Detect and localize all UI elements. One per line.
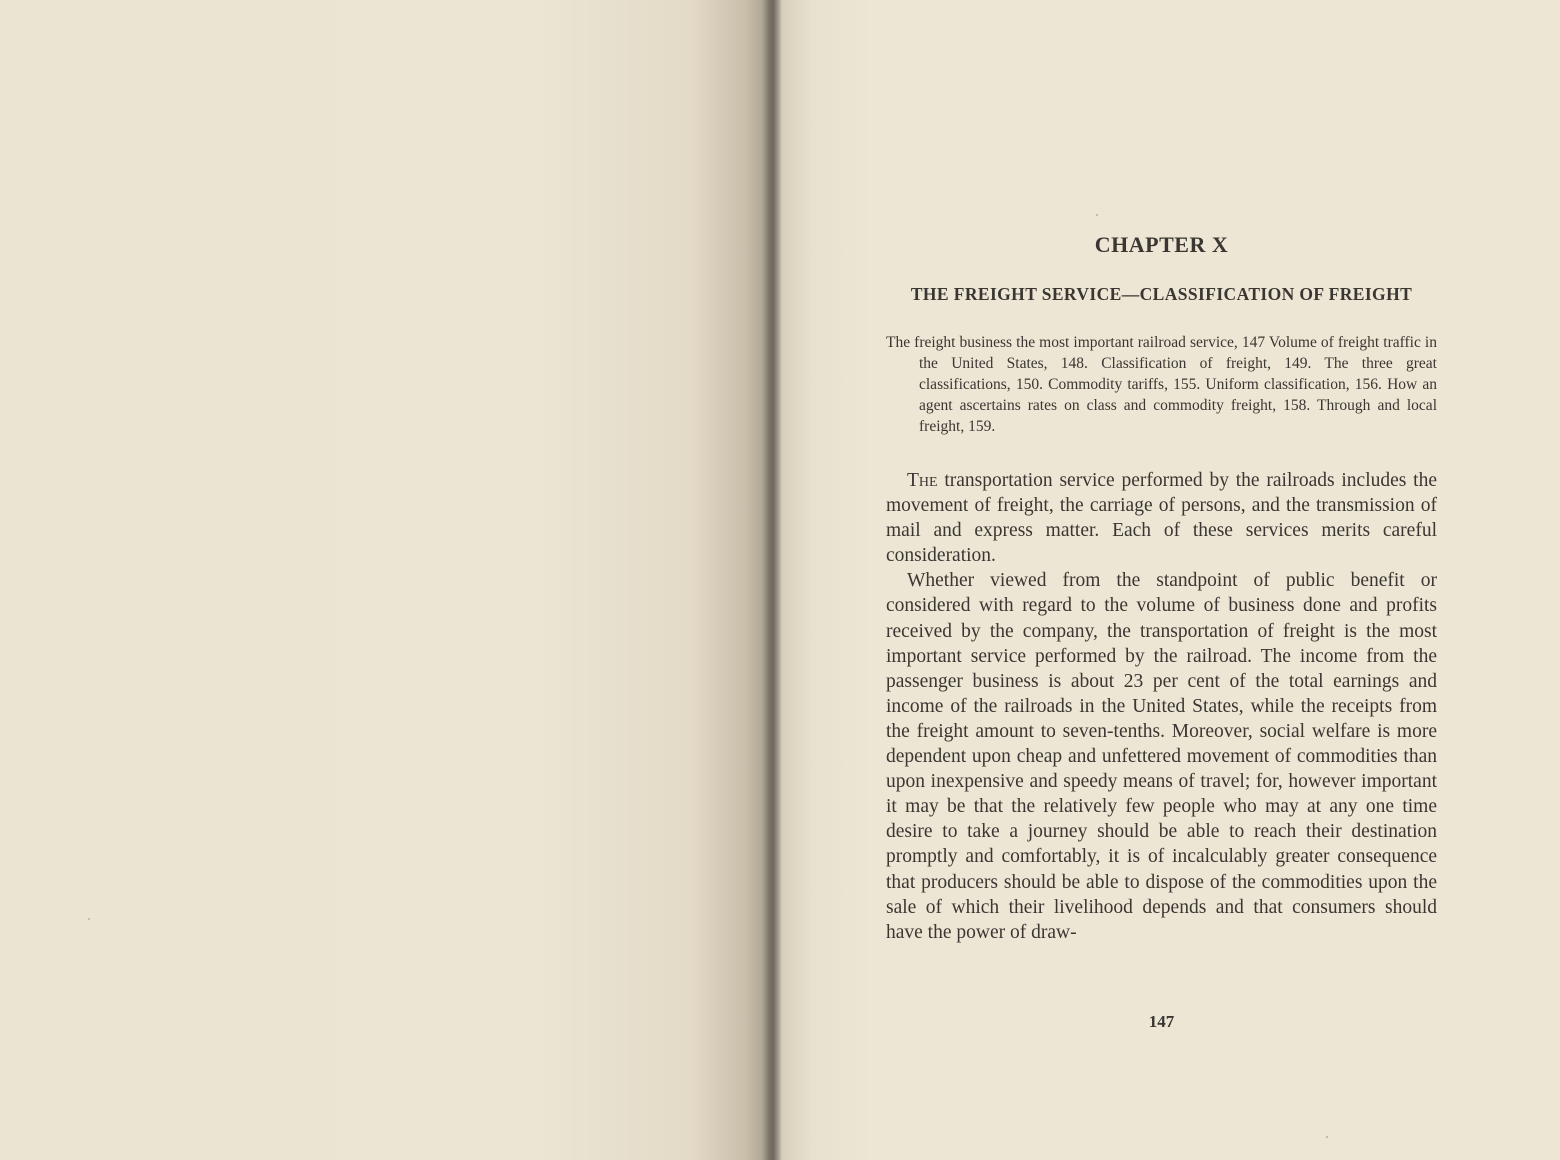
paragraph-lead-word: The bbox=[907, 470, 938, 491]
chapter-title: THE FREIGHT SERVICE—CLASSIFICATION OF FREIGHT bbox=[910, 284, 1413, 304]
paragraph-1 bbox=[886, 468, 1437, 568]
paragraph-text: transportation service performed by the railroads includes the movement of freight, the carriage of persons, and the transmission of mail and express matter. Each of these services merits careful consideration. bbox=[886, 470, 1437, 567]
body-text bbox=[886, 468, 1437, 945]
page-number: 147 bbox=[1148, 1012, 1175, 1031]
paper-speck bbox=[88, 918, 90, 920]
chapter-number: CHAPTER X bbox=[1094, 232, 1229, 257]
chapter-synopsis: The freight business the most important railroad service, 147 Volume of freight traffic in the United States, 148. Classification of freight, 149. The three great classifications, 150. Commodity tariffs, 155. Uniform classification, 156. How an agent ascertains rates on class and commodity freight, 158. Through and local freight, 159. bbox=[886, 334, 1437, 435]
chapter-content bbox=[886, 228, 1437, 945]
paper-speck bbox=[1326, 1136, 1328, 1138]
paper-speck bbox=[1096, 214, 1098, 216]
left-page-blank bbox=[0, 0, 768, 1160]
book-gutter bbox=[762, 0, 782, 1160]
paragraph-2: Whether viewed from the standpoint of public benefit or considered with regard to the volume of business done and profits received by the company, the transportation of freight is the most important service performed by the railroad. The income from the passenger business is about 23 per cent of the total earnings and income of the railroads in the United States, while the receipts from the freight amount to seven-tenths. Moreover, social welfare is more dependent upon cheap and unfettered movement of commodities than upon inexpensive and speedy means of travel; for, however important it may be that the relatively few people who may at any one time desire to take a journey should be able to reach their destination promptly and comfortably, it is of incalculably greater consequence that producers should be able to dispose of the commodities upon the sale of which their livelihood depends and that consumers should have the power of draw- bbox=[886, 570, 1437, 943]
